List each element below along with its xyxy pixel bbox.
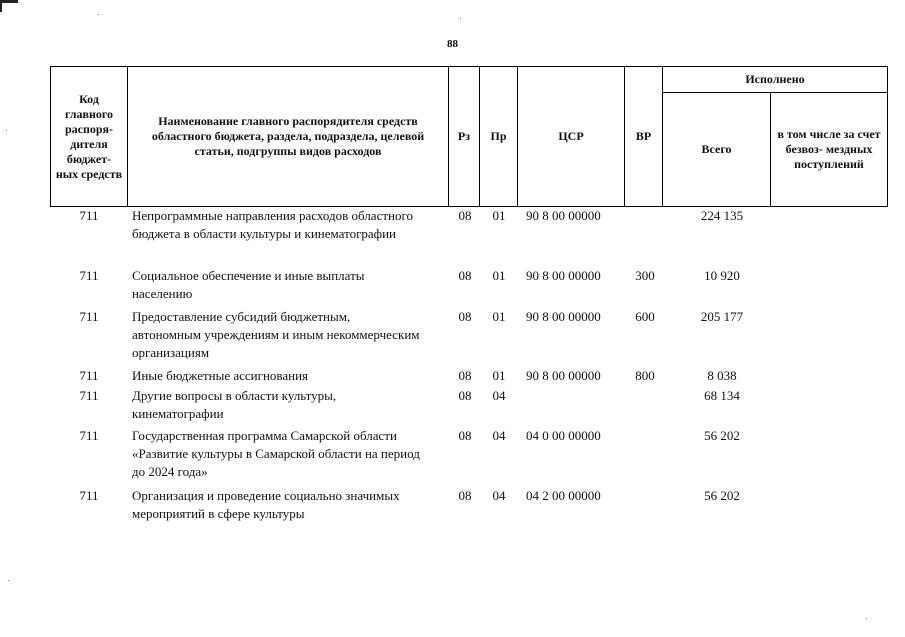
row-code: 711 xyxy=(79,368,99,383)
row-name: Предоставление субсидий бюджетным, автономным учреждениям и иным некоммерческим организациям xyxy=(132,309,420,360)
row-code: 711 xyxy=(79,268,99,283)
page-number: 88 xyxy=(447,38,458,50)
row-pr: 01 xyxy=(492,208,506,223)
row-code: 711 xyxy=(79,428,99,443)
row-code: 711 xyxy=(79,309,99,324)
scan-speck xyxy=(460,18,461,19)
header-total xyxy=(663,93,771,206)
row-rz: 08 xyxy=(458,368,472,383)
row-code: 711 xyxy=(79,388,99,403)
row-total: 8 038 xyxy=(707,368,737,383)
row-total: 56 202 xyxy=(704,428,740,443)
scan-speck xyxy=(6,130,7,131)
header-name xyxy=(128,67,449,206)
header-pr xyxy=(480,67,518,206)
header-rz xyxy=(449,67,480,206)
row-csr: 04 2 00 00000 xyxy=(526,488,601,503)
row-csr: 90 8 00 00000 xyxy=(526,309,601,324)
row-pr: 01 xyxy=(492,309,506,324)
row-csr: 04 0 00 00000 xyxy=(526,428,601,443)
header-code xyxy=(51,67,128,206)
row-pr: 04 xyxy=(492,388,506,403)
header-pr-label: Пр xyxy=(490,129,507,143)
row-code: 711 xyxy=(79,208,99,223)
header-csr xyxy=(518,67,625,206)
row-rz: 08 xyxy=(458,488,472,503)
row-rz: 08 xyxy=(458,208,472,223)
row-code: 711 xyxy=(79,488,99,503)
row-name: Социальное обеспечение и иные выплаты населению xyxy=(132,268,365,301)
row-csr: 90 8 00 00000 xyxy=(526,208,601,223)
header-grants-label: в том числе за счет безвоз- мездных поступлений xyxy=(777,127,881,171)
row-rz: 08 xyxy=(458,268,472,283)
row-name: Другие вопросы в области культуры, кинематографии xyxy=(132,388,337,421)
header-name-label: Наименование главного распорядителя средств областного бюджета, раздела, подраздела, целевой статьи, подгруппы видов расходов xyxy=(151,114,425,158)
row-pr: 04 xyxy=(492,428,506,443)
row-name: Непрограммные направления расходов областного бюджета в области культуры и кинематографии xyxy=(132,208,413,241)
scan-speck xyxy=(98,14,99,15)
header-vr-label: ВР xyxy=(635,129,652,143)
scan-mark xyxy=(0,0,2,12)
header-code-label: Код главного распоря- дителя бюджет- ных средств xyxy=(55,91,123,181)
scan-speck xyxy=(866,618,867,619)
header-rz-label: Рз xyxy=(457,129,471,143)
row-total: 205 177 xyxy=(700,309,744,324)
row-name: Организация и проведение социально значимых мероприятий в сфере культуры xyxy=(132,488,400,521)
header-csr-label: ЦСР xyxy=(558,129,584,143)
row-vr: 800 xyxy=(635,368,655,383)
header-executed xyxy=(663,67,888,92)
row-total: 68 134 xyxy=(704,388,740,403)
row-pr: 01 xyxy=(492,368,506,383)
row-pr: 04 xyxy=(492,488,506,503)
row-rz: 08 xyxy=(458,428,472,443)
row-total: 10 920 xyxy=(704,268,740,283)
row-name: Государственная программа Самарской области «Развитие культуры в Самарской области на период до 2024 года» xyxy=(132,428,420,479)
row-vr: 600 xyxy=(635,309,655,324)
row-name: Иные бюджетные ассигнования xyxy=(132,368,309,383)
row-total: 224 135 xyxy=(700,208,744,223)
row-csr: 90 8 00 00000 xyxy=(526,368,601,383)
row-pr: 01 xyxy=(492,268,506,283)
row-vr: 300 xyxy=(635,268,655,283)
row-csr: 90 8 00 00000 xyxy=(526,268,601,283)
header-executed-label: Исполнено xyxy=(745,72,805,86)
header-total-label: Всего xyxy=(701,142,732,156)
row-rz: 08 xyxy=(458,388,472,403)
header-vr xyxy=(625,67,663,206)
row-rz: 08 xyxy=(458,309,472,324)
scan-speck xyxy=(8,580,9,581)
header-grants xyxy=(771,93,888,206)
scan-mark xyxy=(0,0,18,3)
row-total: 56 202 xyxy=(704,488,740,503)
